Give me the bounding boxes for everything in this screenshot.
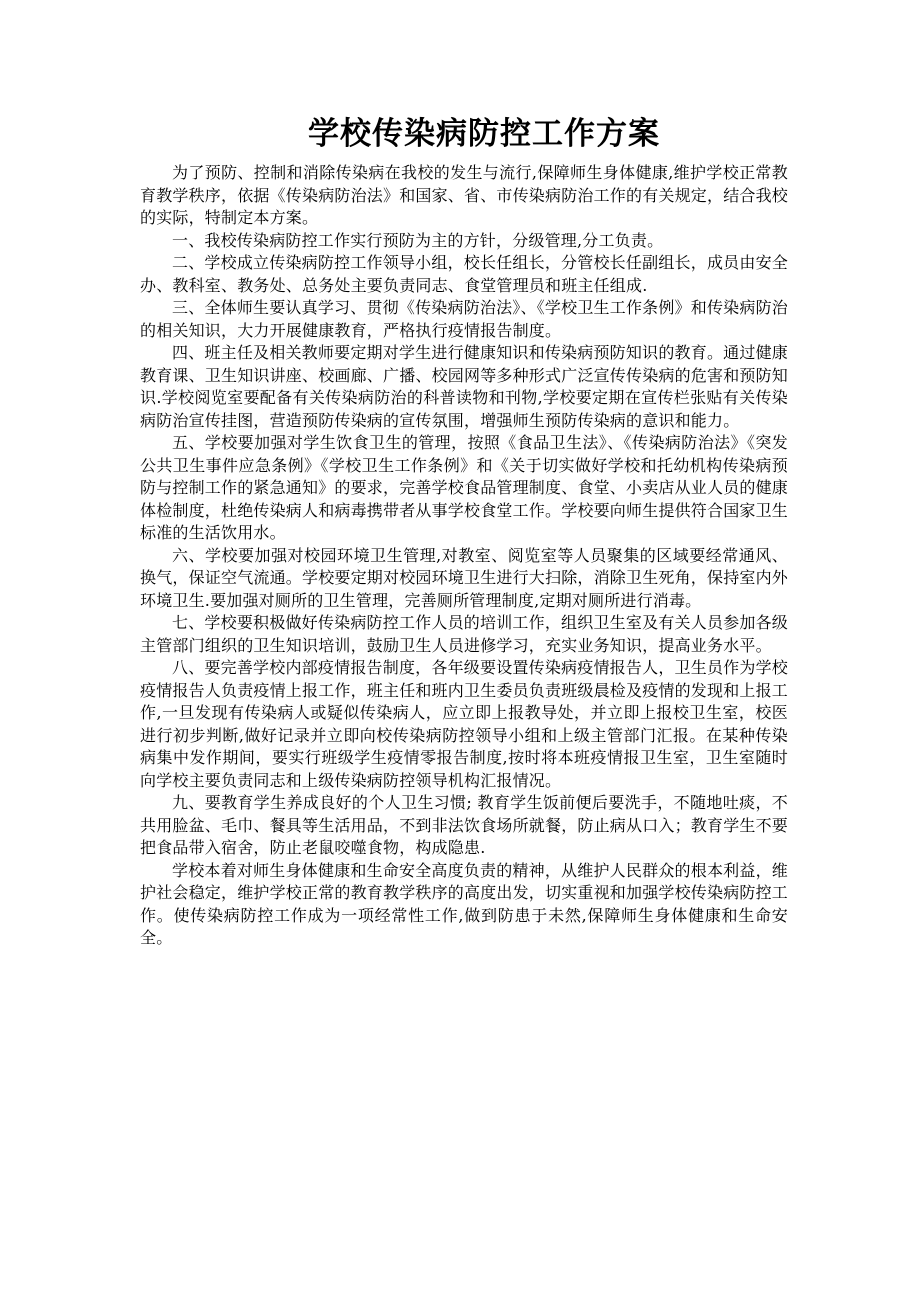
paragraph-item-7: 七、学校要积极做好传染病防控工作人员的培训工作，组织卫生室及有关人员参加各级主管部门组织的卫生知识培训，鼓励卫生人员进修学习，充实业务知识，提高业务水平。 xyxy=(140,613,788,655)
document-title: 学校传染病防控工作方案 xyxy=(308,116,660,152)
paragraph-item-3: 三、全体师生要认真学习、贯彻《传染病防治法》、《学校卫生工作条例》和传染病防治的相关知识，大力开展健康教育，严格执行疫情报告制度。 xyxy=(140,298,788,340)
paragraph-item-8: 八、要完善学校内部疫情报告制度，各年级要设置传染病疫情报告人，卫生员作为学校疫情报告人负责疫情上报工作，班主任和班内卫生委员负责班级晨检及疫情的发现和上报工作,一旦发现有传染病人或疑似传染病人，应立即上报教导处，并立即上报校卫生室，校医进行初步判断,做好记录并立即向校传染病防控领导小组和上级主管部门汇报。在某种传染病集中发作期间，要实行班级学生疫情零报告制度,按时将本班疫情报卫生室，卫生室随时向学校主要负责同志和上级传染病防控领导机构汇报情况。 xyxy=(140,658,789,790)
paragraph-item-4: 四、班主任及相关教师要定期对学生进行健康知识和传染病预防知识的教育。通过健康教育课、卫生知识讲座、校画廊、广播、校园网等多种形式广泛宣传传染病的危害和预防知识.学校阅览室要配备有关传染病防治的科普读物和刊物,学校要定期在宣传栏张贴有关传染病防治宣传挂图，营造预防传染病的宣传氛围，增强师生预防传染病的意识和能力。 xyxy=(140,343,789,430)
document-page xyxy=(140,112,788,950)
paragraph-item-1: 一、我校传染病防控工作实行预防为主的方针，分级管理,分工负责。 xyxy=(172,230,664,250)
paragraph-intro: 为了预防、控制和消除传染病在我校的发生与流行,保障师生身体健康,维护学校正常教育教学秩序，依据《传染病防治法》和国家、省、市传染病防治工作的有关规定，结合我校的实际，特制定本方案。 xyxy=(140,163,789,227)
paragraph-item-5: 五、学校要加强对学生饮食卫生的管理，按照《食品卫生法》、《传染病防治法》《突发公共卫生事件应急条例》《学校卫生工作条例》和《关于切实做好学校和托幼机构传染病预防与控制工作的紧急通知》的要求，完善学校食品管理制度、食堂、小卖店从业人员的健康体检制度，杜绝传染病人和病毒携带者从事学校食堂工作。学校要向师生提供符合国家卫生标准的生活饮用水。 xyxy=(140,433,789,542)
paragraph-item-2: 二、学校成立传染病防控工作领导小组，校长任组长，分管校长任副组长，成员由安全办、教科室、教务处、总务处主要负责同志、食堂管理员和班主任组成. xyxy=(140,253,788,295)
paragraph-item-9: 九、要教育学生养成良好的个人卫生习惯; 教育学生饭前便后要洗手，不随地吐痰，不共用脸盆、毛巾、餐具等生活用品，不到非法饮食场所就餐，防止病从口入；教育学生不要把食品带入宿舍，防止老鼠咬噬食物，构成隐患. xyxy=(140,793,789,857)
paragraph-conclusion: 学校本着对师生身体健康和生命安全高度负责的精神，从维护人民群众的根本利益，维护社会稳定，维护学校正常的教育教学秩序的高度出发，切实重视和加强学校传染病防控工作。使传染病防控工作成为一项经常性工作,做到防患于未然,保障师生身体健康和生命安全。 xyxy=(140,860,789,947)
paragraph-item-6: 六、学校要加强对校园环境卫生管理,对教室、阅览室等人员聚集的区域要经常通风、换气，保证空气流通。学校要定期对校园环境卫生进行大扫除，消除卫生死角，保持室内外环境卫生.要加强对厕所的卫生管理，完善厕所管理制度,定期对厕所进行消毒。 xyxy=(140,545,789,610)
